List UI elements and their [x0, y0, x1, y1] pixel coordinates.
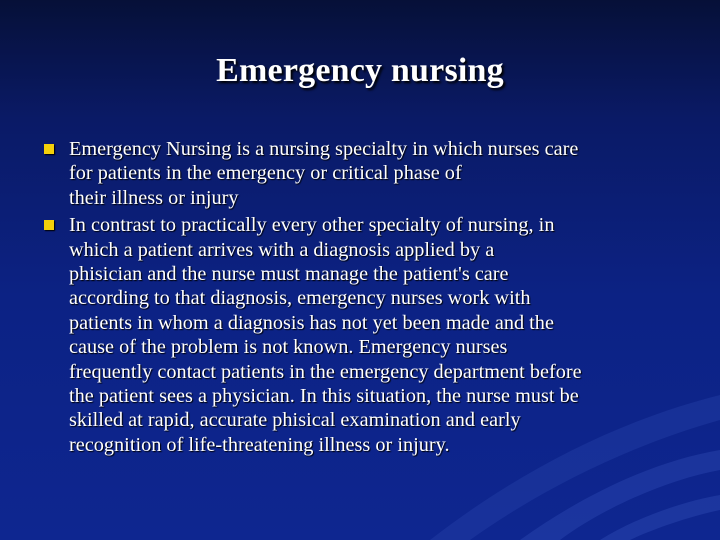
bullet-item — [44, 213, 684, 457]
bullet-text-line: frequently contact patients in the emergency department before — [69, 360, 582, 383]
slide-title: Emergency nursing — [216, 52, 504, 89]
bullet-text-line: In contrast to practically every other specialty of nursing, in — [69, 214, 555, 237]
square-bullet-icon — [44, 220, 54, 230]
bullet-text-line: skilled at rapid, accurate phisical examination and early — [69, 409, 521, 432]
bullet-text-line: phisician and the nurse must manage the patient's care — [69, 263, 509, 286]
bullet-text-line: which a patient arrives with a diagnosis applied by a — [69, 238, 495, 261]
bullet-text-line: cause of the problem is not known. Emergency nurses — [69, 336, 508, 359]
bullet-text-line: Emergency Nursing is a nursing specialty in which nurses care — [69, 138, 579, 160]
bullet-list — [44, 137, 684, 460]
bullet-text-line: the patient sees a physician. In this situation, the nurse must be — [69, 385, 579, 408]
bullet-text-line: their illness or injury — [69, 186, 239, 209]
bullet-text-line: recognition of life-threatening illness or injury. — [69, 433, 450, 456]
bullet-text-line: patients in whom a diagnosis has not yet been made and the — [69, 311, 554, 334]
bullet-text-line: according to that diagnosis, emergency nurses work with — [69, 287, 531, 310]
bullet-text-line: for patients in the emergency or critical phase of — [69, 162, 462, 185]
bullet-item — [44, 137, 684, 210]
square-bullet-icon — [44, 144, 54, 154]
